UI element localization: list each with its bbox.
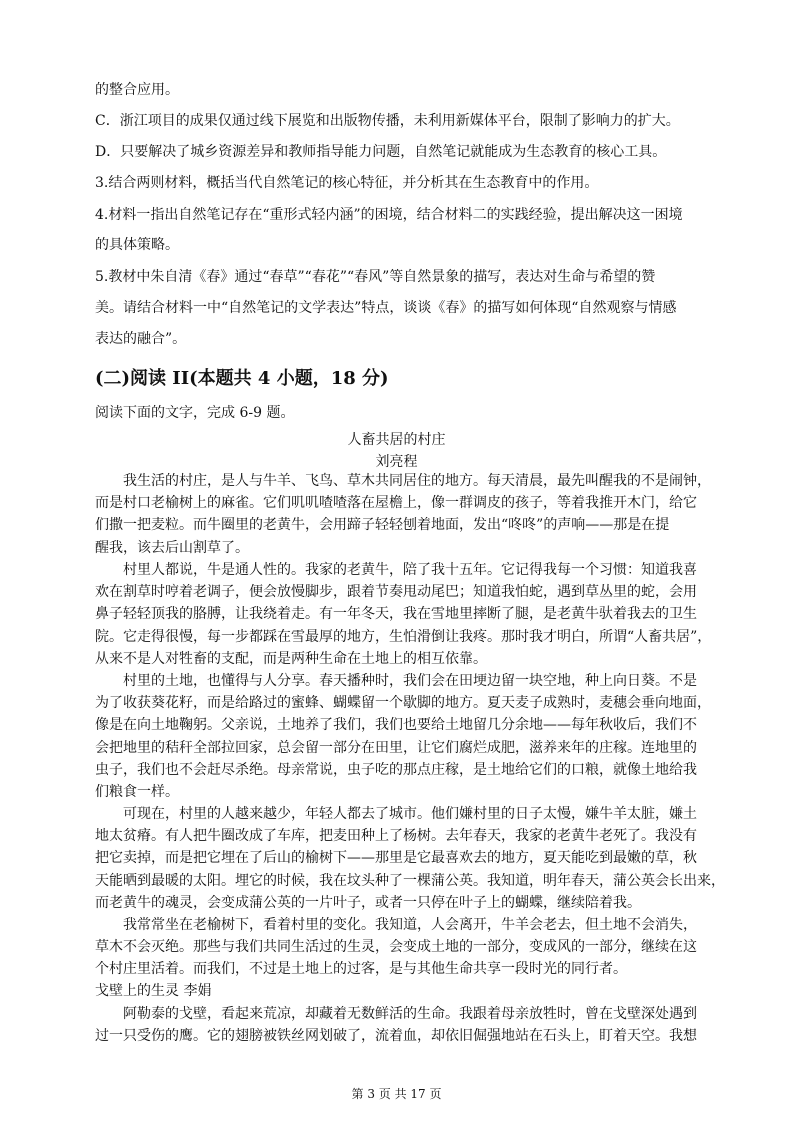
question-5-line-3: 表达的融合”。 (95, 331, 187, 347)
paragraph-line: 天能晒到最暖的太阳。埋它的时候，我在坟头种了一棵蒲公英。我知道，明年春天，蒲公英会长出来， (95, 872, 725, 889)
paragraph-line: 会把地里的秸秆全部拉回家，总会留一部分在田里，让它们腐烂成肥，滋养来年的庄稼。连地里的 (95, 739, 697, 756)
article-paragraph-5 (95, 914, 701, 981)
paragraph-line: 们撒一把麦粒。而牛圈里的老黄牛，会用蹄子轻轻刨着地面，发出“咚咚”的声响——那是在提 (95, 517, 670, 534)
article-paragraph-1 (95, 470, 711, 559)
article-title: 人畜共居的村庄 (347, 432, 446, 448)
section-title: (二)阅读 II(本题共 4 小题，18 分) (95, 368, 389, 389)
question-4-line-2: 的具体策略。 (95, 237, 179, 253)
paragraph-line: 我生活的村庄，是人与牛羊、飞鸟、草木共同居住的地方。每天清晨，最先叫醒我的不是闹钟， (123, 473, 711, 489)
paragraph-line: 把它卖掉，而是把它埋在了后山的榆树下——那里是它最喜欢去的地方，夏天能吃到最嫩的草，秋 (95, 850, 697, 867)
paragraph-line: 阿勒泰的戈壁，看起来荒凉，却藏着无数鲜活的生命。我跟着母亲放牲时，曾在戈壁深处遇到 (123, 1006, 697, 1022)
page-footer: 第 3 页 共 17 页 (351, 1087, 442, 1101)
option-d: D．只要解决了城乡资源差异和教师指导能力问题，自然笔记就能成为生态教育的核心工具。 (95, 144, 667, 160)
reading-instruction: 阅读下面的文字，完成 6-9 题。 (95, 405, 295, 421)
paragraph-line: 欢在割草时哼着老调子，便会放慢脚步，跟着节奏甩动尾巴；知道我怕蛇，遇到草丛里的蛇，会用 (95, 584, 697, 601)
paragraph-line: 个村庄里活着。而我们，不过是土地上的过客，是与其他生命共享一段时光的同行者。 (95, 961, 627, 978)
paragraph-line: 村里的土地，也懂得与人分享。春天播种时，我们会在田埂边留一块空地，种上向日葵。不是 (123, 673, 697, 689)
paragraph-line: 草木不会灭绝。那些与我们共同生活过的生灵，会变成土地的一部分，变成风的一部分，继续在这 (95, 939, 697, 956)
article-2-title: 戈壁上的生灵 李娟 (95, 983, 212, 999)
article-paragraph-3 (95, 670, 711, 803)
paragraph-line: 像是在向土地鞠躬。父亲说，土地养了我们，我们也要给土地留几分余地——每年秋收后，我们不 (95, 717, 697, 734)
question-3: 3.结合两则材料，概括当代自然笔记的核心特征，并分析其在生态教育中的作用。 (95, 175, 599, 191)
paragraph-line: 们粮食一样。 (95, 784, 179, 801)
question-4-line-1: 4.材料一指出自然笔记存在“重形式轻内涵”的困境，结合材料二的实践经验，提出解决这一困境 (95, 207, 683, 223)
paragraph-line: 鼻子轻轻顶我的胳膊，让我绕着走。有一年冬天，我在雪地里摔断了腿，是老黄牛驮着我去的卫生 (95, 606, 697, 623)
article-author: 刘亮程 (375, 454, 418, 470)
article-paragraph-2 (95, 559, 712, 670)
paragraph-line: 我常常坐在老榆树下，看着村里的变化。我知道，人会离开，牛羊会老去，但土地不会消失， (123, 917, 697, 933)
question-5-line-2: 美。请结合材料一中“自然笔记的文学表达”特点，谈谈《春》的描写如何体现“自然观察与情感 (95, 300, 677, 316)
article-paragraph-4 (95, 803, 725, 914)
paragraph-line: 虫子，我们也不会赶尽杀绝。母亲常说，虫子吃的那点庄稼，是土地给它们的口粮，就像土地给我 (95, 761, 697, 778)
paragraph-line: 而是村口老榆树上的麻雀。它们叽叽喳喳落在屋檐上，像一群调皮的孩子，等着我推开木门，给它 (95, 495, 697, 512)
question-5-line-1: 5.教材中朱自清《春》通过“春草”“春花”“春风”等自然景象的描写，表达对生命与希望的赞 (95, 269, 656, 285)
paragraph-line: 醒我，该去后山割草了。 (95, 539, 249, 556)
paragraph-line: 地太贫瘠。有人把牛圈改成了车库，把麦田种上了杨树。去年春天，我家的老黄牛老死了。我没有 (95, 828, 697, 845)
paragraph-line: 院。它走得很慢，每一步都踩在雪最厚的地方，生怕滑倒让我疼。那时我才明白，所谓“人畜共居”， (95, 628, 712, 645)
paragraph-line: 而老黄牛的魂灵，会变成蒲公英的一片叶子，或者一只停在叶子上的蝴蝶，继续陪着我。 (95, 894, 641, 911)
paragraph-line: 从来不是人对牲畜的支配，而是两种生命在土地上的相互依靠。 (95, 650, 487, 667)
option-c: C．浙江项目的成果仅通过线下展览和出版物传播，未利用新媒体平台，限制了影响力的扩大。 (95, 113, 680, 129)
paragraph-line: 为了收获葵花籽，而是给路过的蜜蜂、蝴蝶留一个歇脚的地方。夏天麦子成熟时，麦穗会垂向地面， (95, 695, 711, 712)
question-text-line: 的整合应用。 (95, 82, 179, 98)
paragraph-line: 可现在，村里的人越来越少，年轻人都去了城市。他们嫌村里的日子太慢，嫌牛羊太脏，嫌土 (123, 806, 697, 822)
article-2-paragraph (95, 1003, 701, 1047)
paragraph-line: 过一只受伤的鹰。它的翅膀被铁丝网划破了，流着血，却依旧倔强地站在石头上，盯着天空。我想 (95, 1028, 697, 1045)
paragraph-line: 村里人都说，牛是通人性的。我家的老黄牛，陪了我十五年。它记得我每一个习惯：知道我喜 (123, 562, 697, 578)
